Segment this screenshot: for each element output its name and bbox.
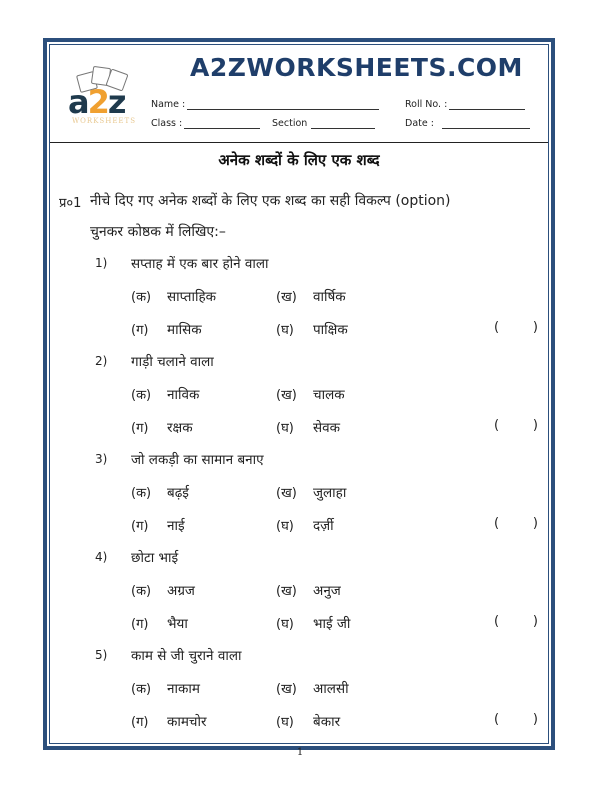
option-label-ga: (ग) — [131, 617, 149, 632]
item-text: छोटा भाई — [131, 550, 179, 566]
option-ka: नाकाम — [167, 681, 200, 697]
worksheet-title: अनेक शब्दों के लिए एक शब्द — [218, 151, 380, 169]
site-title: A2ZWORKSHEETS.COM — [190, 53, 523, 82]
page-number: 1 — [296, 747, 304, 758]
option-kha: जुलाहा — [313, 485, 347, 501]
option-label-ka: (क) — [131, 682, 152, 697]
class-field[interactable] — [151, 118, 260, 129]
option-ga: कामचोर — [167, 714, 207, 730]
option-label-kha: (ख) — [276, 584, 297, 599]
answer-box[interactable]: ( ) — [494, 614, 538, 629]
option-gha: पाक्षिक — [313, 322, 348, 338]
item-number: 5) — [95, 648, 108, 662]
option-ga: नाई — [167, 518, 185, 534]
item-text: सप्ताह में एक बार होने वाला — [131, 256, 269, 272]
option-label-ka: (क) — [131, 388, 152, 403]
option-ga: रक्षक — [167, 420, 193, 436]
option-label-ga: (ग) — [131, 421, 149, 436]
option-gha: भाई जी — [313, 616, 351, 632]
option-label-kha: (ख) — [276, 290, 297, 305]
option-label-gha: (घ) — [276, 715, 294, 730]
option-label-gha: (घ) — [276, 421, 294, 436]
option-label-ka: (क) — [131, 584, 152, 599]
question-label: प्र०1 — [59, 196, 82, 211]
option-ga: भैया — [167, 616, 188, 632]
option-ka: अग्रज — [167, 583, 195, 599]
answer-box[interactable]: ( ) — [494, 320, 538, 335]
option-label-ga: (ग) — [131, 715, 149, 730]
option-label-gha: (घ) — [276, 617, 294, 632]
option-ka: बढ़ई — [167, 485, 189, 501]
option-kha: चालक — [313, 387, 345, 403]
answer-box[interactable]: ( ) — [494, 418, 538, 433]
date-field[interactable] — [405, 118, 530, 129]
option-gha: दर्ज़ी — [313, 518, 334, 534]
option-kha: आलसी — [313, 681, 349, 697]
roll-no-field[interactable] — [405, 99, 525, 110]
answer-box[interactable]: ( ) — [494, 516, 538, 531]
logo-wordmark: a2z — [68, 83, 125, 121]
worksheet-header — [50, 45, 548, 143]
instruction-line-1: नीचे दिए गए अनेक शब्दों के लिए एक शब्द का सही विकल्प (option) — [90, 193, 451, 209]
option-label-ka: (क) — [131, 290, 152, 305]
option-ka: साप्ताहिक — [167, 289, 217, 305]
option-label-kha: (ख) — [276, 486, 297, 501]
option-kha: अनुज — [313, 583, 341, 599]
answer-box[interactable]: ( ) — [494, 712, 538, 727]
option-label-ka: (क) — [131, 486, 152, 501]
option-gha: सेवक — [313, 420, 340, 436]
section-label: Section — [272, 118, 308, 129]
section-field[interactable] — [272, 118, 375, 129]
item-number: 2) — [95, 354, 108, 368]
item-number: 4) — [95, 550, 108, 564]
option-label-ga: (ग) — [131, 519, 149, 534]
date-label: Date : — [405, 118, 434, 129]
item-number: 1) — [95, 256, 108, 270]
worksheet-inner-border — [49, 44, 549, 744]
a2z-logo — [64, 65, 144, 125]
option-label-gha: (घ) — [276, 519, 294, 534]
option-label-ga: (ग) — [131, 323, 149, 338]
item-text: जो लकड़ी का सामान बनाए — [131, 452, 264, 468]
logo-subtitle: WORKSHEETS — [71, 117, 137, 125]
roll-no-label: Roll No. : — [405, 99, 448, 110]
option-label-kha: (ख) — [276, 388, 297, 403]
option-ga: मासिक — [167, 322, 202, 338]
class-label: Class : — [151, 118, 183, 129]
item-number: 3) — [95, 452, 108, 466]
worksheet-frame — [43, 38, 555, 750]
option-ka: नाविक — [167, 387, 200, 403]
option-gha: बेकार — [313, 714, 341, 730]
item-text: गाड़ी चलाने वाला — [131, 354, 214, 370]
item-text: काम से जी चुराने वाला — [131, 648, 242, 664]
name-label: Name : — [151, 99, 186, 110]
instruction-line-2: चुनकर कोष्ठक में लिखिए:– — [90, 224, 226, 240]
option-label-kha: (ख) — [276, 682, 297, 697]
option-label-gha: (घ) — [276, 323, 294, 338]
name-field[interactable] — [151, 99, 379, 110]
option-kha: वार्षिक — [313, 289, 346, 305]
